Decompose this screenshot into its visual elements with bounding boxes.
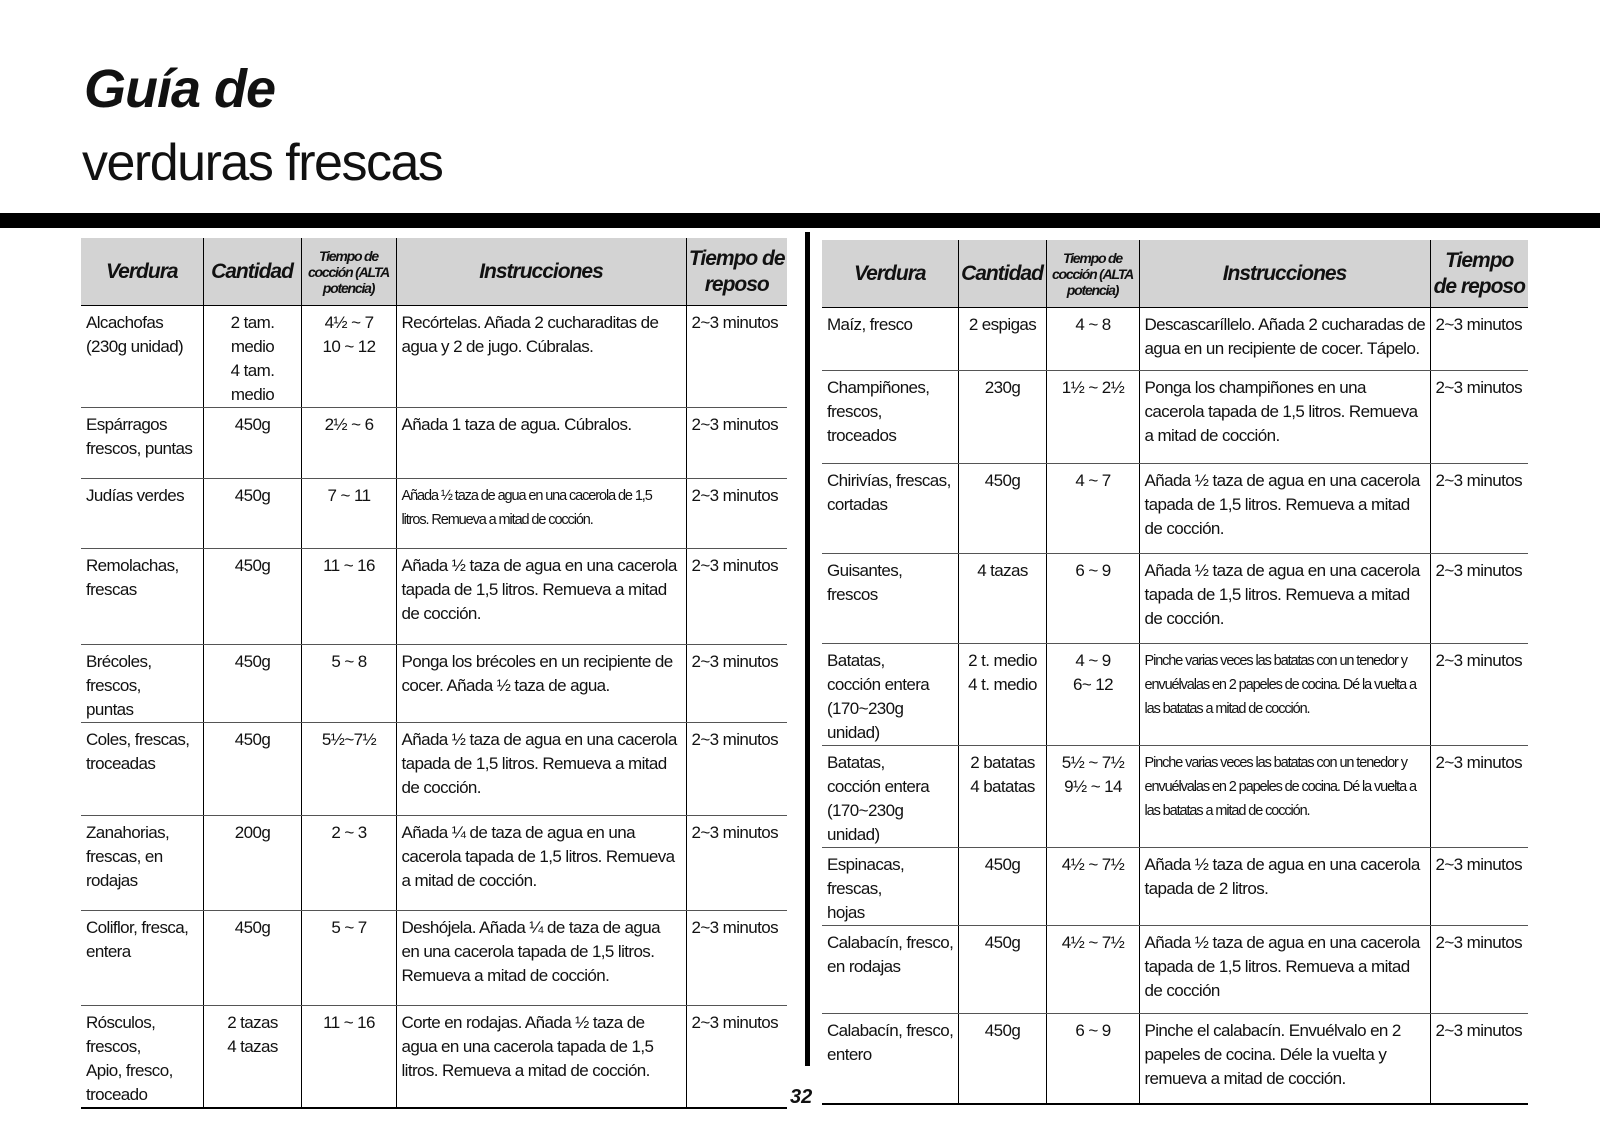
quantity-cell: 2 espigas	[958, 308, 1046, 371]
standing-time-cell: 2~3 minutos	[686, 723, 787, 816]
instructions-cell: Añada ½ taza de agua en una cacerola tapada de 1,5 litros. Remueva a mitad de cocción.	[396, 723, 686, 816]
cooking-time-cell: 4 ~ 8	[1046, 308, 1139, 371]
standing-time-cell: 2~3 minutos	[1430, 1014, 1528, 1104]
vegetable-cell: Judías verdes	[81, 479, 203, 549]
standing-time-cell: 2~3 minutos	[686, 549, 787, 645]
table-row	[822, 926, 1528, 1014]
vegetable-table-right	[822, 240, 1528, 1105]
page-title-line2: verduras frescas	[82, 134, 443, 192]
cooking-time-cell: 5½~7½	[301, 723, 396, 816]
instructions-cell: Ponga los champiñones en una cacerola tapada de 1,5 litros. Remueva a mitad de cocción.	[1139, 371, 1430, 464]
table-row	[81, 408, 787, 479]
table-row	[822, 1014, 1528, 1104]
quantity-cell: 2 tazas 4 tazas	[203, 1006, 301, 1109]
table-row	[81, 479, 787, 549]
vegetable-cell: Chirivías, frescas, cortadas	[822, 464, 958, 554]
quantity-cell: 230g	[958, 371, 1046, 464]
vegetable-cell: Espárragos frescos, puntas	[81, 408, 203, 479]
quantity-cell: 4 tazas	[958, 554, 1046, 644]
header-tiempo-coccion: Tiempo de cocción (ALTA potencia)	[301, 238, 396, 306]
quantity-cell: 450g	[958, 1014, 1046, 1104]
standing-time-cell: 2~3 minutos	[686, 408, 787, 479]
page-title-line1: Guía de	[84, 59, 276, 119]
table-row	[81, 549, 787, 645]
instructions-cell: Ponga los brécoles en un recipiente de cocer. Añada ½ taza de agua.	[396, 645, 686, 723]
quantity-cell: 450g	[203, 723, 301, 816]
header-instrucciones: Instrucciones	[396, 238, 686, 306]
cooking-time-cell: 6 ~ 9	[1046, 554, 1139, 644]
instructions-cell: Añada ½ taza de agua en una cacerola tapada de 1,5 litros. Remueva a mitad de cocción.	[1139, 464, 1430, 554]
header-instrucciones: Instrucciones	[1139, 240, 1430, 308]
vegetable-cell: Rósculos, frescos, Apio, fresco, troceado	[81, 1006, 203, 1109]
cooking-time-cell: 5 ~ 8	[301, 645, 396, 723]
instructions-cell: Pinche el calabacín. Envuélvalo en 2 papeles de cocina. Déle la vuelta y remueva a mitad de cocción.	[1139, 1014, 1430, 1104]
quantity-cell: 2 t. medio 4 t. medio	[958, 644, 1046, 746]
cooking-time-cell: 2 ~ 3	[301, 816, 396, 911]
header-tiempo-coccion: Tiempo de cocción (ALTA potencia)	[1046, 240, 1139, 308]
standing-time-cell: 2~3 minutos	[1430, 746, 1528, 848]
instructions-cell: Añada 1 taza de agua. Cúbralos.	[396, 408, 686, 479]
cooking-time-cell: 7 ~ 11	[301, 479, 396, 549]
cooking-time-cell: 2½ ~ 6	[301, 408, 396, 479]
vegetable-cell: Brécoles, frescos, puntas	[81, 645, 203, 723]
table-row	[81, 816, 787, 911]
vegetable-cell: Zanahorias, frescas, en rodajas	[81, 816, 203, 911]
vegetable-cell: Guisantes, frescos	[822, 554, 958, 644]
header-cantidad: Cantidad	[958, 240, 1046, 308]
instructions-cell: Añada ¼ de taza de agua en una cacerola tapada de 1,5 litros. Remueva a mitad de cocción.	[396, 816, 686, 911]
instructions-cell: Recórtelas. Añada 2 cucharaditas de agua y 2 de jugo. Cúbralas.	[396, 306, 686, 408]
vegetable-cell: Alcachofas (230g unidad)	[81, 306, 203, 408]
standing-time-cell: 2~3 minutos	[686, 816, 787, 911]
quantity-cell: 450g	[958, 848, 1046, 926]
cooking-time-cell: 4½ ~ 7½	[1046, 926, 1139, 1014]
quantity-cell: 2 batatas 4 batatas	[958, 746, 1046, 848]
vegetable-cell: Calabacín, fresco, entero	[822, 1014, 958, 1104]
quantity-cell: 450g	[958, 464, 1046, 554]
cooking-time-cell: 5 ~ 7	[301, 911, 396, 1006]
quantity-cell: 450g	[203, 549, 301, 645]
instructions-cell: Añada ½ taza de agua en una cacerola tapada de 2 litros.	[1139, 848, 1430, 926]
quantity-cell: 450g	[203, 911, 301, 1006]
instructions-cell: Descascaríllelo. Añada 2 cucharadas de agua en un recipiente de cocer. Tápelo.	[1139, 308, 1430, 371]
cooking-time-cell: 4½ ~ 7½	[1046, 848, 1139, 926]
table-row	[81, 1006, 787, 1109]
vegetable-cell: Champiñones, frescos, troceados	[822, 371, 958, 464]
cooking-time-cell: 4 ~ 7	[1046, 464, 1139, 554]
standing-time-cell: 2~3 minutos	[1430, 554, 1528, 644]
cooking-time-cell: 4 ~ 9 6~ 12	[1046, 644, 1139, 746]
vegetable-cell: Batatas, cocción entera (170~230g unidad)	[822, 746, 958, 848]
cooking-time-cell: 11 ~ 16	[301, 1006, 396, 1109]
cooking-time-cell: 6 ~ 9	[1046, 1014, 1139, 1104]
instructions-cell: Añada ½ taza de agua en una cacerola tapada de 1,5 litros. Remueva a mitad de cocción	[1139, 926, 1430, 1014]
cooking-time-cell: 4½ ~ 7 10 ~ 12	[301, 306, 396, 408]
standing-time-cell: 2~3 minutos	[1430, 644, 1528, 746]
instructions-cell: Pinche varias veces las batatas con un tenedor y envuélvalas en 2 papeles de cocina. Dé la vuelta a las batatas a mitad de cocción.	[1139, 746, 1430, 848]
vegetable-cell: Coles, frescas, troceadas	[81, 723, 203, 816]
table-body-right	[822, 308, 1528, 1104]
vegetable-cell: Calabacín, fresco, en rodajas	[822, 926, 958, 1014]
table-row	[822, 554, 1528, 644]
header-cantidad: Cantidad	[203, 238, 301, 306]
standing-time-cell: 2~3 minutos	[1430, 371, 1528, 464]
cooking-time-cell: 1½ ~ 2½	[1046, 371, 1139, 464]
instructions-cell: Añada ½ taza de agua en una cacerola tapada de 1,5 litros. Remueva a mitad de cocción.	[1139, 554, 1430, 644]
cooking-time-cell: 5½ ~ 7½ 9½ ~ 14	[1046, 746, 1139, 848]
table-row	[822, 464, 1528, 554]
standing-time-cell: 2~3 minutos	[1430, 848, 1528, 926]
table-row	[822, 308, 1528, 371]
vegetable-table-left	[81, 238, 787, 1109]
quantity-cell: 450g	[203, 645, 301, 723]
vegetable-cell: Coliflor, fresca, entera	[81, 911, 203, 1006]
column-divider	[805, 232, 810, 1066]
instructions-cell: Añada ½ taza de agua en una cacerola de 1,5 litros. Remueva a mitad de cocción.	[396, 479, 686, 549]
instructions-cell: Añada ½ taza de agua en una cacerola tapada de 1,5 litros. Remueva a mitad de cocción.	[396, 549, 686, 645]
standing-time-cell: 2~3 minutos	[1430, 926, 1528, 1014]
table-body-left	[81, 306, 787, 1109]
standing-time-cell: 2~3 minutos	[686, 645, 787, 723]
cooking-time-cell: 11 ~ 16	[301, 549, 396, 645]
quantity-cell: 450g	[203, 479, 301, 549]
vegetable-cell: Espinacas, frescas, hojas	[822, 848, 958, 926]
table-row	[822, 746, 1528, 848]
vegetable-cell: Remolachas, frescas	[81, 549, 203, 645]
vegetable-cell: Batatas, cocción entera (170~230g unidad)	[822, 644, 958, 746]
table-row	[822, 371, 1528, 464]
table-row	[81, 306, 787, 408]
quantity-cell: 450g	[958, 926, 1046, 1014]
table-row	[81, 723, 787, 816]
quantity-cell: 2 tam. medio 4 tam. medio	[203, 306, 301, 408]
instructions-cell: Deshójela. Añada ¼ de taza de agua en una cacerola tapada de 1,5 litros. Remueva a mitad de cocción.	[396, 911, 686, 1006]
table-row	[822, 848, 1528, 926]
quantity-cell: 200g	[203, 816, 301, 911]
standing-time-cell: 2~3 minutos	[686, 306, 787, 408]
header-verdura: Verdura	[81, 238, 203, 306]
table-row	[822, 644, 1528, 746]
standing-time-cell: 2~3 minutos	[686, 911, 787, 1006]
table-row	[81, 645, 787, 723]
standing-time-cell: 2~3 minutos	[686, 479, 787, 549]
vegetable-cell: Maíz, fresco	[822, 308, 958, 371]
instructions-cell: Corte en rodajas. Añada ½ taza de agua en una cacerola tapada de 1,5 litros. Remueva a mitad de cocción.	[396, 1006, 686, 1109]
header-tiempo-reposo: Tiempo de reposo	[686, 238, 787, 306]
standing-time-cell: 2~3 minutos	[1430, 464, 1528, 554]
standing-time-cell: 2~3 minutos	[1430, 308, 1528, 371]
header-tiempo-reposo: Tiempo de reposo	[1430, 240, 1528, 308]
table-row	[81, 911, 787, 1006]
header-rule	[0, 213, 1600, 228]
quantity-cell: 450g	[203, 408, 301, 479]
header-verdura: Verdura	[822, 240, 958, 308]
instructions-cell: Pinche varias veces las batatas con un tenedor y envuélvalas en 2 papeles de cocina. Dé la vuelta a las batatas a mitad de cocción.	[1139, 644, 1430, 746]
standing-time-cell: 2~3 minutos	[686, 1006, 787, 1109]
page-number: 32	[790, 1086, 813, 1108]
